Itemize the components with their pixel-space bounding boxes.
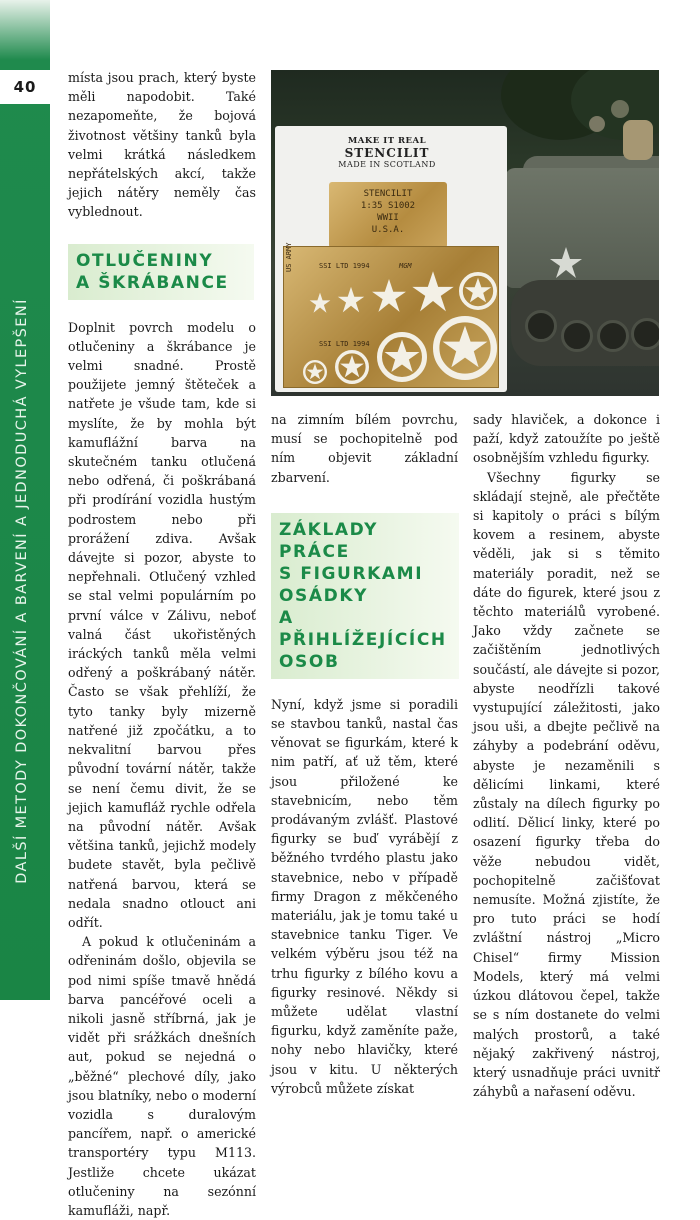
tank-wheel <box>561 320 593 352</box>
crew-figure-body <box>623 120 653 160</box>
heading-zaklady-line-4: A PŘIHLÍŽEJÍCÍCH <box>279 607 447 650</box>
plate-line-2: 1:35 S1002 <box>360 201 416 211</box>
tank-wheel <box>631 318 659 350</box>
crew-figure-head <box>611 100 629 118</box>
plate-line-4: U.S.A. <box>371 225 405 235</box>
heading-otluceniny-line-2: A ŠKRÁBANCE <box>76 272 229 293</box>
column-3-intro: sady hlaviček, a dokonce i paží, když zatoužíte po ještě osobnějším vzhledu figurky. <box>473 412 660 466</box>
stencil-circle-star-icon <box>377 332 427 382</box>
plate-line-1: STENCILIT <box>363 189 413 199</box>
column-2 <box>271 410 458 1098</box>
tank-wheel <box>597 320 629 352</box>
stencil-circle-star-icon <box>459 272 497 310</box>
stencil-photo <box>271 70 659 396</box>
brand-line-3: MADE IN SCOTLAND <box>338 160 436 169</box>
chapter-title: DALŠÍ METODY DOKONČOVÁNÍ A BARVENÍ A JEDNODUCHÁ VYLEPŠENÍ <box>14 298 30 884</box>
plate-line-3: WWII <box>377 213 399 223</box>
heading-zaklady-line-2: S FIGURKAMI <box>279 563 424 584</box>
stencil-star-icon <box>337 286 365 314</box>
column-1-intro: místa jsou prach, který byste měli napodobit. Také nezapomeňte, že bojová životnost většiny tanků byla velmi krátká následkem nepřátelských akcí, takže jejich nátěry neměly čas vyblednout. <box>68 70 256 220</box>
brand-line-1: MAKE IT REAL <box>347 136 427 146</box>
stencil-circle-star-icon <box>335 350 369 384</box>
column-3-paragraph-1: Všechny figurky se skládají stejně, ale přečtěte si kapitoly o práci s bílým kovem a resinem, abyste věděli, jak si s těmito materiály poradit, než se dáte do figurek, které jsou z těchto materiálů vyrobené. Jako vždy začnete se začištěním jednotlivých součástí, ale dávejte si pozor, abyste neodřízli takové vystupující záležitosti, jako jsou uši, a dbejte pečlivě na záhyby a podebrání oděvu, abyste je nezaměnili s dělicími linkami, které zůstaly na dílech figurky po odlití. Dělicí linky, které po osazení figurky třeba do věže nebudou vidět, pochopitelně začišťovat nemusíte. Možná zjistíte, že pro tuto práci se hodí zvláštní nástroj „Micro Chisel“ firmy Mission Models, který má velmi úzkou dlátovou čepel, takže se s ním dostanete do velmi malých prostorů, a také nějaký zakřivený nástroj, který usnadňuje práci uvnitř záhybů a nařasení oděvu. <box>473 469 660 1100</box>
brass-plate-text <box>329 188 447 236</box>
heading-otluceniny <box>68 244 254 300</box>
stencil-circle-star-icon <box>303 360 327 384</box>
tank-star-icon <box>549 246 583 280</box>
sheet-label: US ARMY <box>285 242 293 272</box>
column-1-paragraph-1: Doplnit povrch modelu o otlučeniny a škrábance je velmi snadné. Prostě použijete jemný štěteček a natřete je všude tam, kde si myslíte, že by mohla být kamuflážní barva na skutečném tanku otlučená nebo odřená, či poškrábaná při prodírání vozidla hustým podrostem nebo při prorážení zdiva. Avšak dávejte si pozor, abyste to nepřehnali. Otlučený vzhled se stal velmi populárním po první válce v Zálivu, neboť valná část ukořistěných iráckých tanků měla velmi odřený a poškrábaný nátěr. Často se však přehlíží, že tyto tanky byly mizerně natřené již zpočátku, a to nekvalitní barvou přes původní tovární nátěr, takže se není čemu divit, že se jejich kamufláž rychle odřela na původní nátěr. Avšak většina tanků, jejichž modely budete stavět, byla pečlivě natřená barvou, která se nedala snadno otlouct ani odřít. <box>68 319 256 930</box>
heading-zaklady-line-1: ZÁKLADY PRÁCE <box>279 519 379 562</box>
tank-wheel <box>525 310 557 342</box>
stencil-brand <box>319 136 455 169</box>
heading-zaklady <box>271 513 459 679</box>
page-number: 40 <box>13 78 37 96</box>
stencil-star-icon <box>371 278 407 314</box>
brand-line-2: STENCILIT <box>344 146 430 160</box>
column-3 <box>473 410 660 1101</box>
sheet-code-1: SSI LTD 1994 <box>319 262 370 270</box>
heading-otluceniny-line-1: OTLUČENINY <box>76 250 214 271</box>
crew-figure-head <box>589 116 605 132</box>
column-2-paragraph-1: Nyní, když jsme si poradili se stavbou tanků, nastal čas věnovat se figurkám, které k nim patří, ať už těm, které jsou přiložené ke stavebnicím, nebo těm prodávaným zvlášť. Plastové figurky se buď vyrábějí z běžného tvrdého plastu jako stavebnice, nebo v případě firmy Dragon z měkčeného materiálu, jak je tomu také u stavebnice tanku Tiger. Ve velkém výběru jsou též na trhu figurky z bílého kovu a figurky resinové. Někdy si můžete udělat vlastní figurku, když zaměníte paže, nohy nebo hlavičky, které jsou v kitu. U některých výrobců můžete získat <box>271 696 458 1096</box>
sheet-code-mgm: MGM <box>399 262 412 270</box>
sheet-code-2: SSI LTD 1994 <box>319 340 370 348</box>
stencil-star-icon <box>309 292 331 314</box>
column-1 <box>68 68 256 1220</box>
column-1-paragraph-2: A pokud k otlučeninám a odřeninám došlo, objevila se pod nimi spíše tmavě hnědá barva pancéřové oceli a nikoli jasně stříbrná, jak je vidět při srážkách dnešních aut, pokud se nejedná o „běžné“ plechové díly, jako jsou blatníky, nebo o moderní vozidla s duralovým pancířem, např. o americké transportéry typu M113. Jestliže chcete ukázat otlučeniny na sezónní kamufláži, např. <box>68 934 256 1218</box>
stencil-star-icon <box>411 270 455 314</box>
stencil-circle-star-icon <box>433 316 497 380</box>
heading-zaklady-line-3: OSÁDKY <box>279 585 369 606</box>
heading-zaklady-line-5: OSOB <box>279 651 340 672</box>
column-2-intro: na zimním bílém povrchu, musí se pochopitelně pod ním objevit základní zbarvení. <box>271 412 458 485</box>
